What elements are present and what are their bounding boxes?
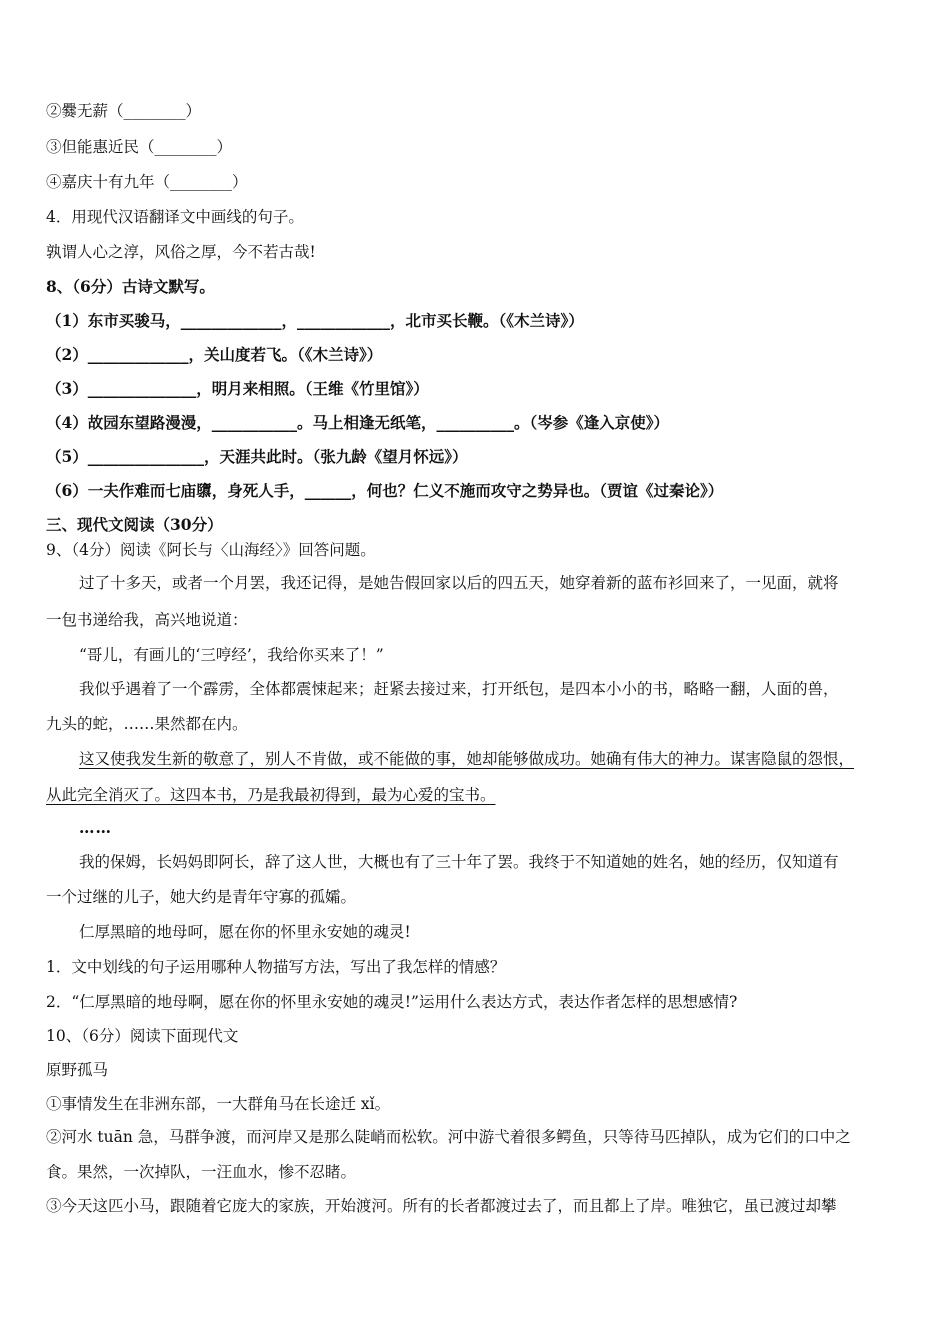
q8-title: 8、（6分）古诗文默写。 [46, 277, 215, 296]
q8-item-6: （6）一夫作难而七庙隳，身死人手，______，何也？仁义不施而攻守之势异也。（贾谊《过秦论》） [46, 481, 724, 500]
q8-item-5: （5）_______________，天涯共此时。（张九龄《望月怀远》） [46, 447, 468, 466]
passage-para-2: “哥儿，有画儿的‘三哼经’，我给你买来了！” [79, 646, 384, 664]
section-3-heading: 三、现代文阅读（30分） [46, 515, 223, 534]
q9-title: 9、（4分）阅读《阿长与〈山海经〉》回答问题。 [46, 541, 376, 559]
q8-item-2: （2）_____________，关山度若飞。（《木兰诗》） [46, 345, 383, 364]
horse-para-3: ③今天这匹小马，跟随着它庞大的家族，开始渡河。所有的长者都渡过去了，而且都上了岸。唯独它，虽已渡过却攀 [46, 1197, 837, 1215]
passage-underlined-1: 这又使我发生新的敬意了，别人不肯做，或不能做的事，她却能够做成功。她确有伟大的神力。谋害隐鼠的怨恨， [79, 750, 855, 768]
passage-para-6: 仁厚黑暗的地母呵，愿在你的怀里永安她的魂灵! [79, 923, 411, 941]
q8-item-1: （1）东市买骏马，_____________，____________，北市买长鞭。（《木兰诗》） [46, 311, 584, 330]
passage-title: 原野孤马 [46, 1061, 109, 1079]
passage-para-3a: 我似乎遇着了一个霹雳，全体都震悚起来；赶紧去接过来，打开纸包，是四本小小的书，略略一翻，人面的兽， [79, 680, 839, 698]
answer-line-4: ④嘉庆十有九年（________） [46, 173, 248, 191]
answer-line-3: ③但能惠近民（________） [46, 138, 233, 156]
q9-sub-1: 1．文中划线的句子运用哪种人物描写方法，写出了我怎样的情感？ [46, 958, 506, 976]
q8-item-4: （4）故园东望路漫漫，___________。马上相逢无纸笔，__________。（岑参《逢入京使》） [46, 413, 670, 432]
answer-line-2: ②爨无薪（________） [46, 102, 202, 120]
quote-sentence: 孰谓人心之淳，风俗之厚，今不若古哉! [46, 243, 316, 261]
q10-title: 10、（6分）阅读下面现代文 [46, 1027, 239, 1045]
q9-sub-2: 2．“仁厚黑暗的地母啊，愿在你的怀里永安她的魂灵!”运用什么表达方式，表达作者怎样的思想感情? [46, 993, 738, 1011]
passage-underlined-2: 从此完全消灭了。这四本书，乃是我最初得到，最为心爱的宝书。 [46, 786, 496, 804]
passage-para-1b: 一包书递给我，高兴地说道： [46, 611, 248, 629]
passage-ellipsis: …… [79, 818, 112, 837]
passage-para-5b: 一个过继的儿子，她大约是青年守寡的孤孀。 [46, 888, 357, 906]
question-translate: 4．用现代汉语翻译文中画线的句子。 [46, 208, 304, 226]
passage-para-5a: 我的保姆，长妈妈即阿长，辞了这人世，大概也有了三十年了罢。我终于不知道她的姓名，她的经历，仅知道有 [79, 853, 839, 871]
horse-para-2a: ②河水 tuān 急，马群争渡，而河岸又是那么陡峭而松软。河中游弋着很多鳄鱼，只等待马匹掉队，成为它们的口中之 [46, 1128, 851, 1146]
q8-item-3: （3）______________，明月来相照。（王维《竹里馆》） [46, 379, 429, 398]
passage-para-3b: 九头的蛇，……果然都在内。 [46, 715, 248, 733]
passage-para-1a: 过了十多天，或者一个月罢，我还记得，是她告假回家以后的四五天，她穿着新的蓝布衫回来了，一见面，就将 [79, 574, 839, 592]
horse-para-1: ①事情发生在非洲东部，一大群角马在长途迁 xǐ。 [46, 1095, 391, 1113]
horse-para-2b: 食。果然，一次掉队，一汪血水，惨不忍睹。 [46, 1163, 357, 1181]
